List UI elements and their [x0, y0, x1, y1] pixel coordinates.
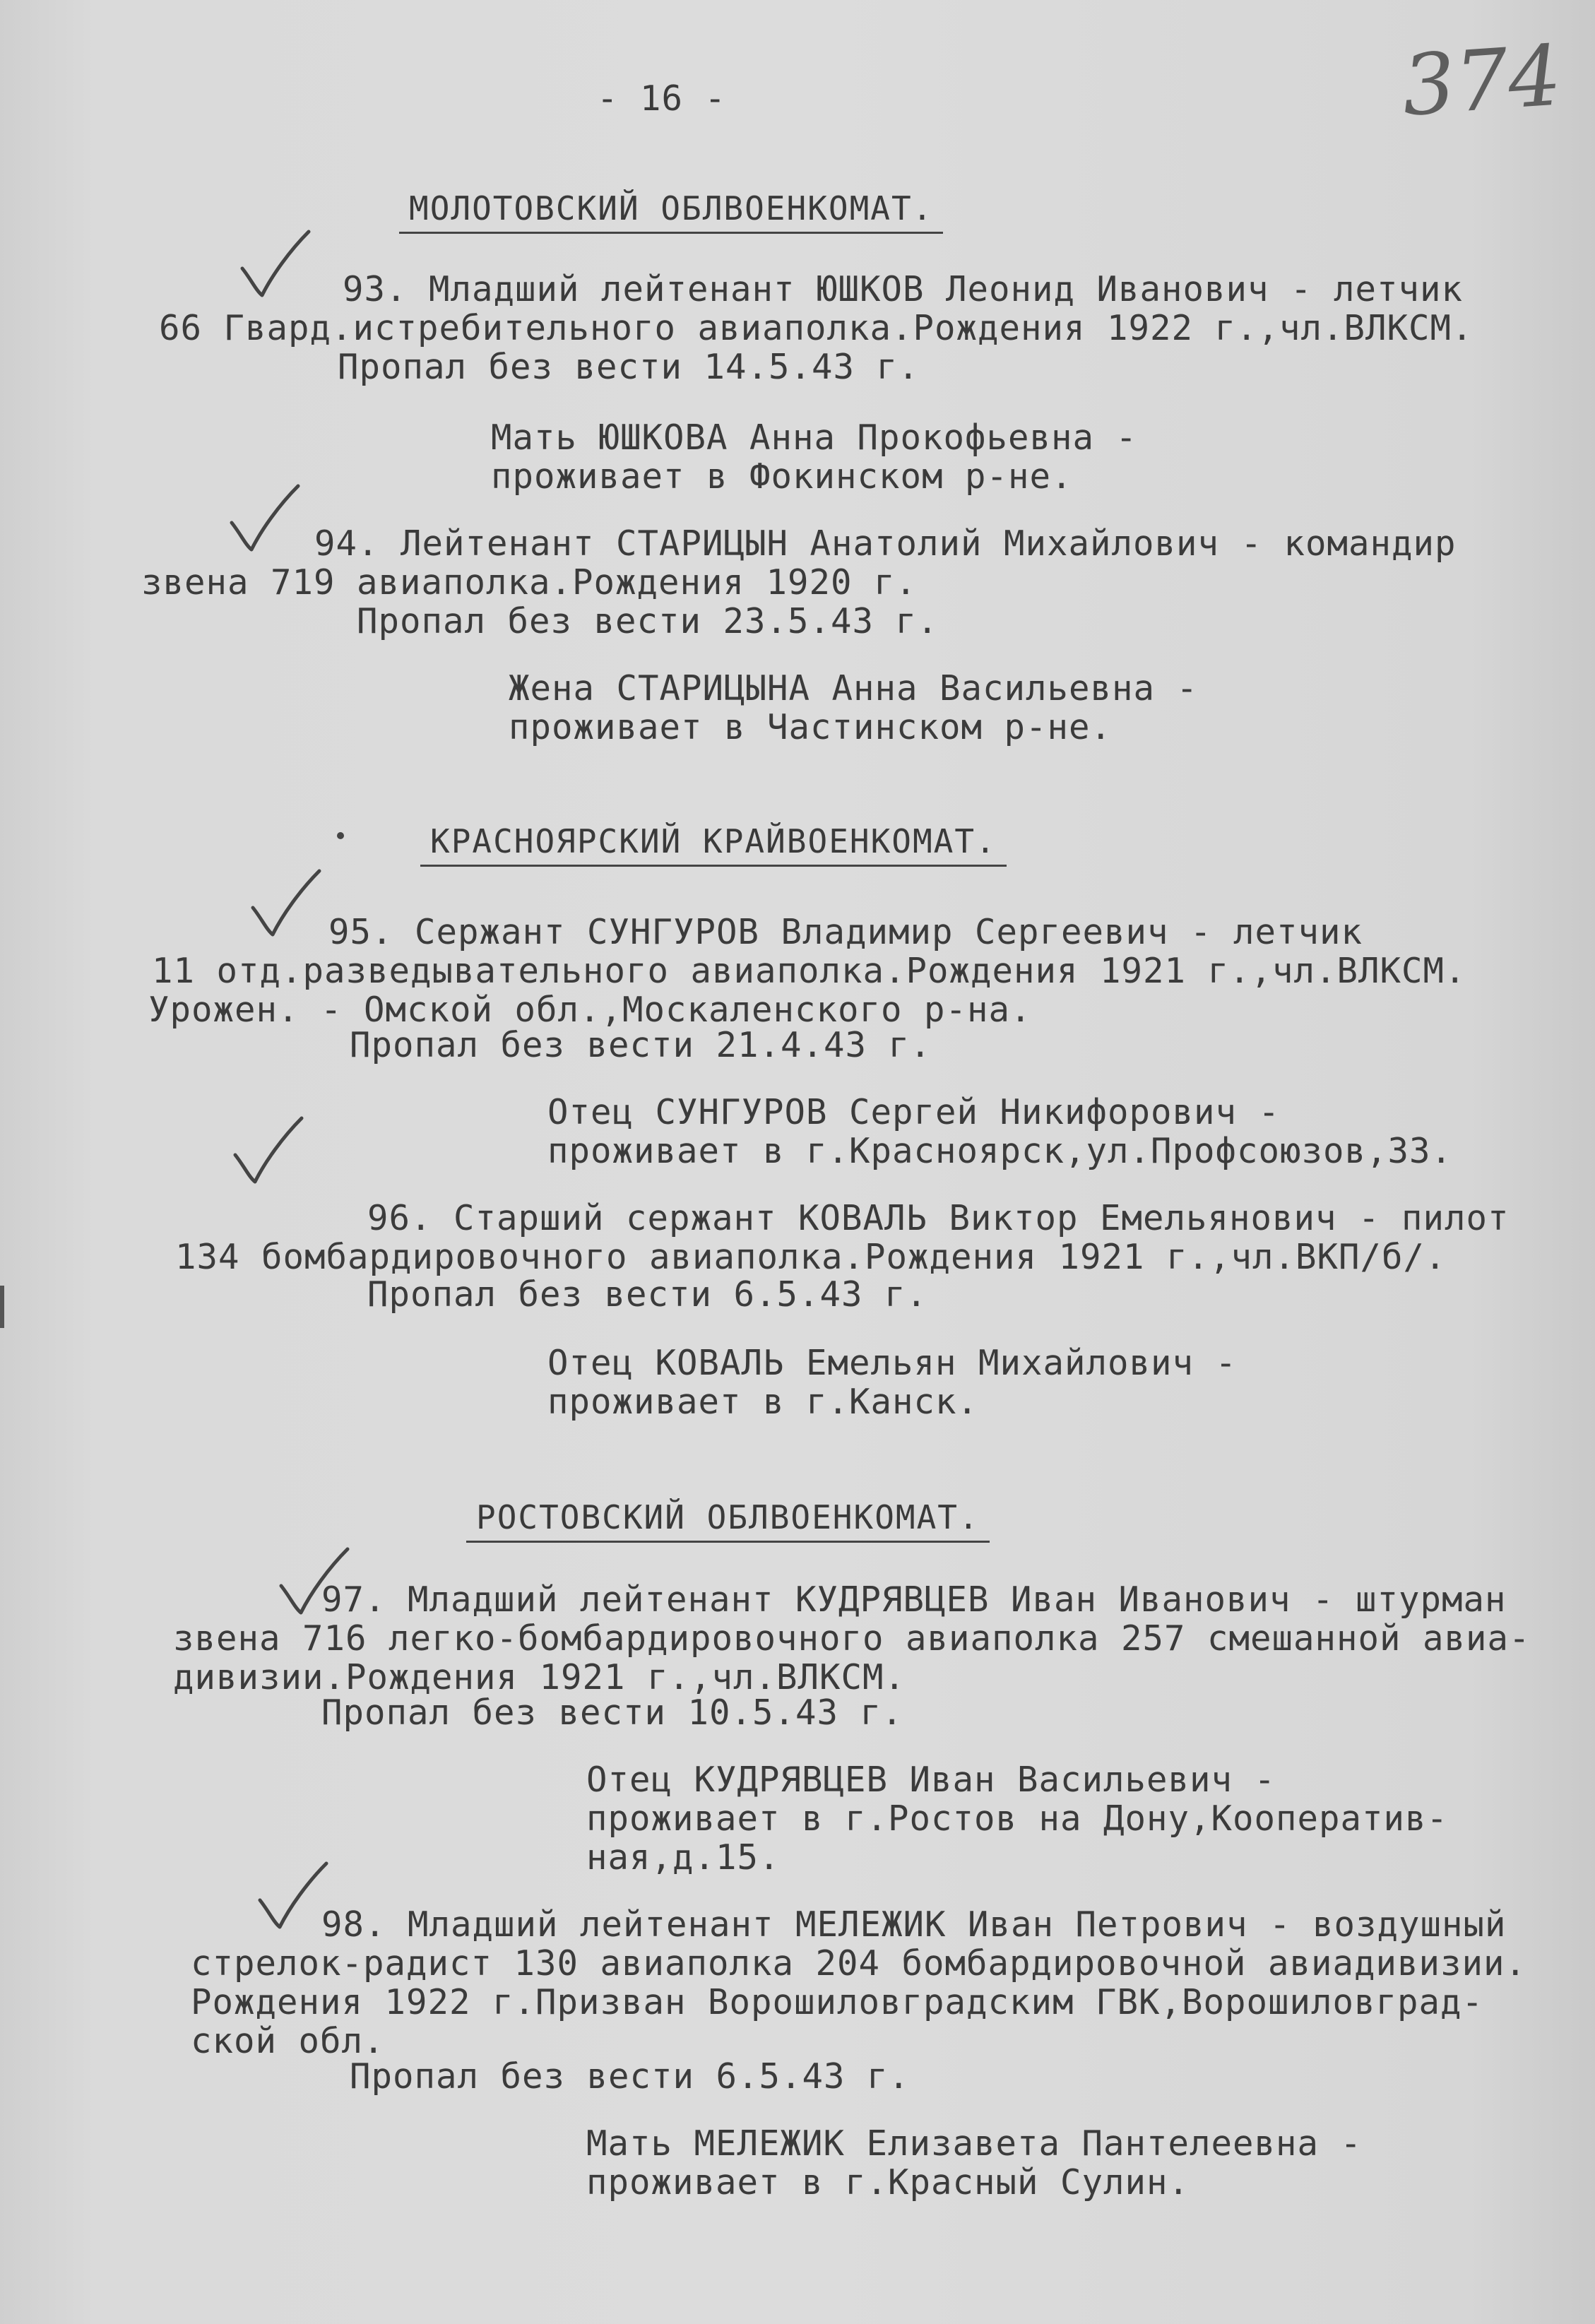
entry-95-line-4: Пропал без вести 21.4.43 г.: [350, 1025, 932, 1065]
entry-94-relative-1: Жена СТАРИЦЫНА Анна Васильевна -: [509, 668, 1199, 709]
entry-97-line-3: дивизии.Рождения 1921 г.,чл.ВЛКСМ.: [173, 1657, 906, 1697]
entry-94-line-1: 94. Лейтенант СТАРИЦЫН Анатолий Михайлович - командир: [314, 523, 1457, 564]
entry-97-line-2: звена 716 легко-бомбардировочного авиаполка 257 смешанной авиа-: [173, 1618, 1531, 1659]
checkmark-icon: [254, 1858, 332, 1935]
checkmark-icon: [275, 1543, 353, 1621]
entry-98-line-4: ской обл.: [191, 2021, 385, 2061]
archive-number: 374: [1399, 26, 1565, 135]
entry-96-relative-1: Отец КОВАЛЬ Емельян Михайлович -: [547, 1343, 1238, 1383]
entry-93-line-3: Пропал без вести 14.5.43 г.: [338, 347, 920, 387]
entry-93-relative-1: Мать ЮШКОВА Анна Прокофьевна -: [491, 417, 1138, 458]
entry-95-line-3: Урожен. - Омской обл.,Москаленского р-на.: [148, 990, 1032, 1030]
entry-93-relative-2: проживает в Фокинском р-не.: [491, 456, 1073, 497]
entry-96-line-3: Пропал без вести 6.5.43 г.: [367, 1274, 928, 1315]
checkmark-icon: [247, 865, 325, 943]
section-heading-molotov: МОЛОТОВСКИЙ ОБЛВОЕНКОМАТ.: [399, 192, 943, 234]
entry-94-relative-2: проживает в Частинском р-не.: [509, 707, 1113, 747]
entry-96-relative-2: проживает в г.Канск.: [547, 1382, 979, 1422]
entry-97-line-4: Пропал без вести 10.5.43 г.: [321, 1692, 903, 1733]
checkmark-icon: [230, 1113, 307, 1190]
entry-95-line-2: 11 отд.разведывательного авиаполка.Рождения 1921 г.,чл.ВЛКСМ.: [152, 951, 1466, 991]
entry-97-relative-1: Отец КУДРЯВЦЕВ Иван Васильевич -: [586, 1760, 1276, 1800]
entry-98-relative-2: проживает в г.Красный Сулин.: [586, 2162, 1190, 2203]
entry-93-line-1: 93. Младший лейтенант ЮШКОВ Леонид Иванович - летчик: [343, 269, 1464, 309]
entry-95-relative-2: проживает в г.Красноярск,ул.Профсоюзов,33.: [547, 1131, 1453, 1171]
entry-95-relative-1: Отец СУНГУРОВ Сергей Никифорович -: [547, 1092, 1281, 1132]
ink-dot: [337, 832, 344, 839]
entry-94-line-2: звена 719 авиаполка.Рождения 1920 г.: [141, 562, 918, 603]
entry-97-relative-3: ная,д.15.: [586, 1837, 781, 1878]
entry-95-line-1: 95. Сержант СУНГУРОВ Владимир Сергеевич - летчик: [328, 912, 1363, 952]
entry-98-line-5: Пропал без вести 6.5.43 г.: [350, 2056, 911, 2097]
checkmark-icon: [226, 480, 304, 558]
entry-97-relative-2: проживает в г.Ростов на Дону,Кооператив-: [586, 1798, 1449, 1839]
entry-94-line-3: Пропал без вести 23.5.43 г.: [357, 601, 939, 641]
margin-mark: [0, 1286, 4, 1328]
page-number: - 16 -: [597, 78, 727, 119]
section-heading-rostov: РОСТОВСКИЙ ОБЛВОЕНКОМАТ.: [466, 1501, 990, 1543]
entry-98-line-1: 98. Младший лейтенант МЕЛЕЖИК Иван Петрович - воздушный: [321, 1904, 1507, 1945]
entry-93-line-2: 66 Гвард.истребительного авиаполка.Рождения 1922 г.,чл.ВЛКСМ.: [159, 308, 1474, 348]
entry-98-line-2: стрелок-радист 130 авиаполка 204 бомбардировочной авиадивизии.: [191, 1943, 1527, 1984]
section-heading-krasnoyarsk: КРАСНОЯРСКИЙ КРАЙВОЕНКОМАТ.: [420, 825, 1007, 867]
entry-98-relative-1: Мать МЕЛЕЖИК Елизавета Пантелеевна -: [586, 2123, 1363, 2164]
entry-97-line-1: 97. Младший лейтенант КУДРЯВЦЕВ Иван Иванович - штурман: [321, 1579, 1507, 1620]
checkmark-icon: [237, 226, 314, 304]
entry-96-line-2: 134 бомбардировочного авиаполка.Рождения 1921 г.,чл.ВКП/б/.: [175, 1237, 1447, 1277]
entry-98-line-3: Рождения 1922 г.Призван Ворошиловградским ГВК,Ворошиловград-: [191, 1982, 1484, 2022]
entry-96-line-1: 96. Старший сержант КОВАЛЬ Виктор Емельянович - пилот: [367, 1198, 1510, 1238]
